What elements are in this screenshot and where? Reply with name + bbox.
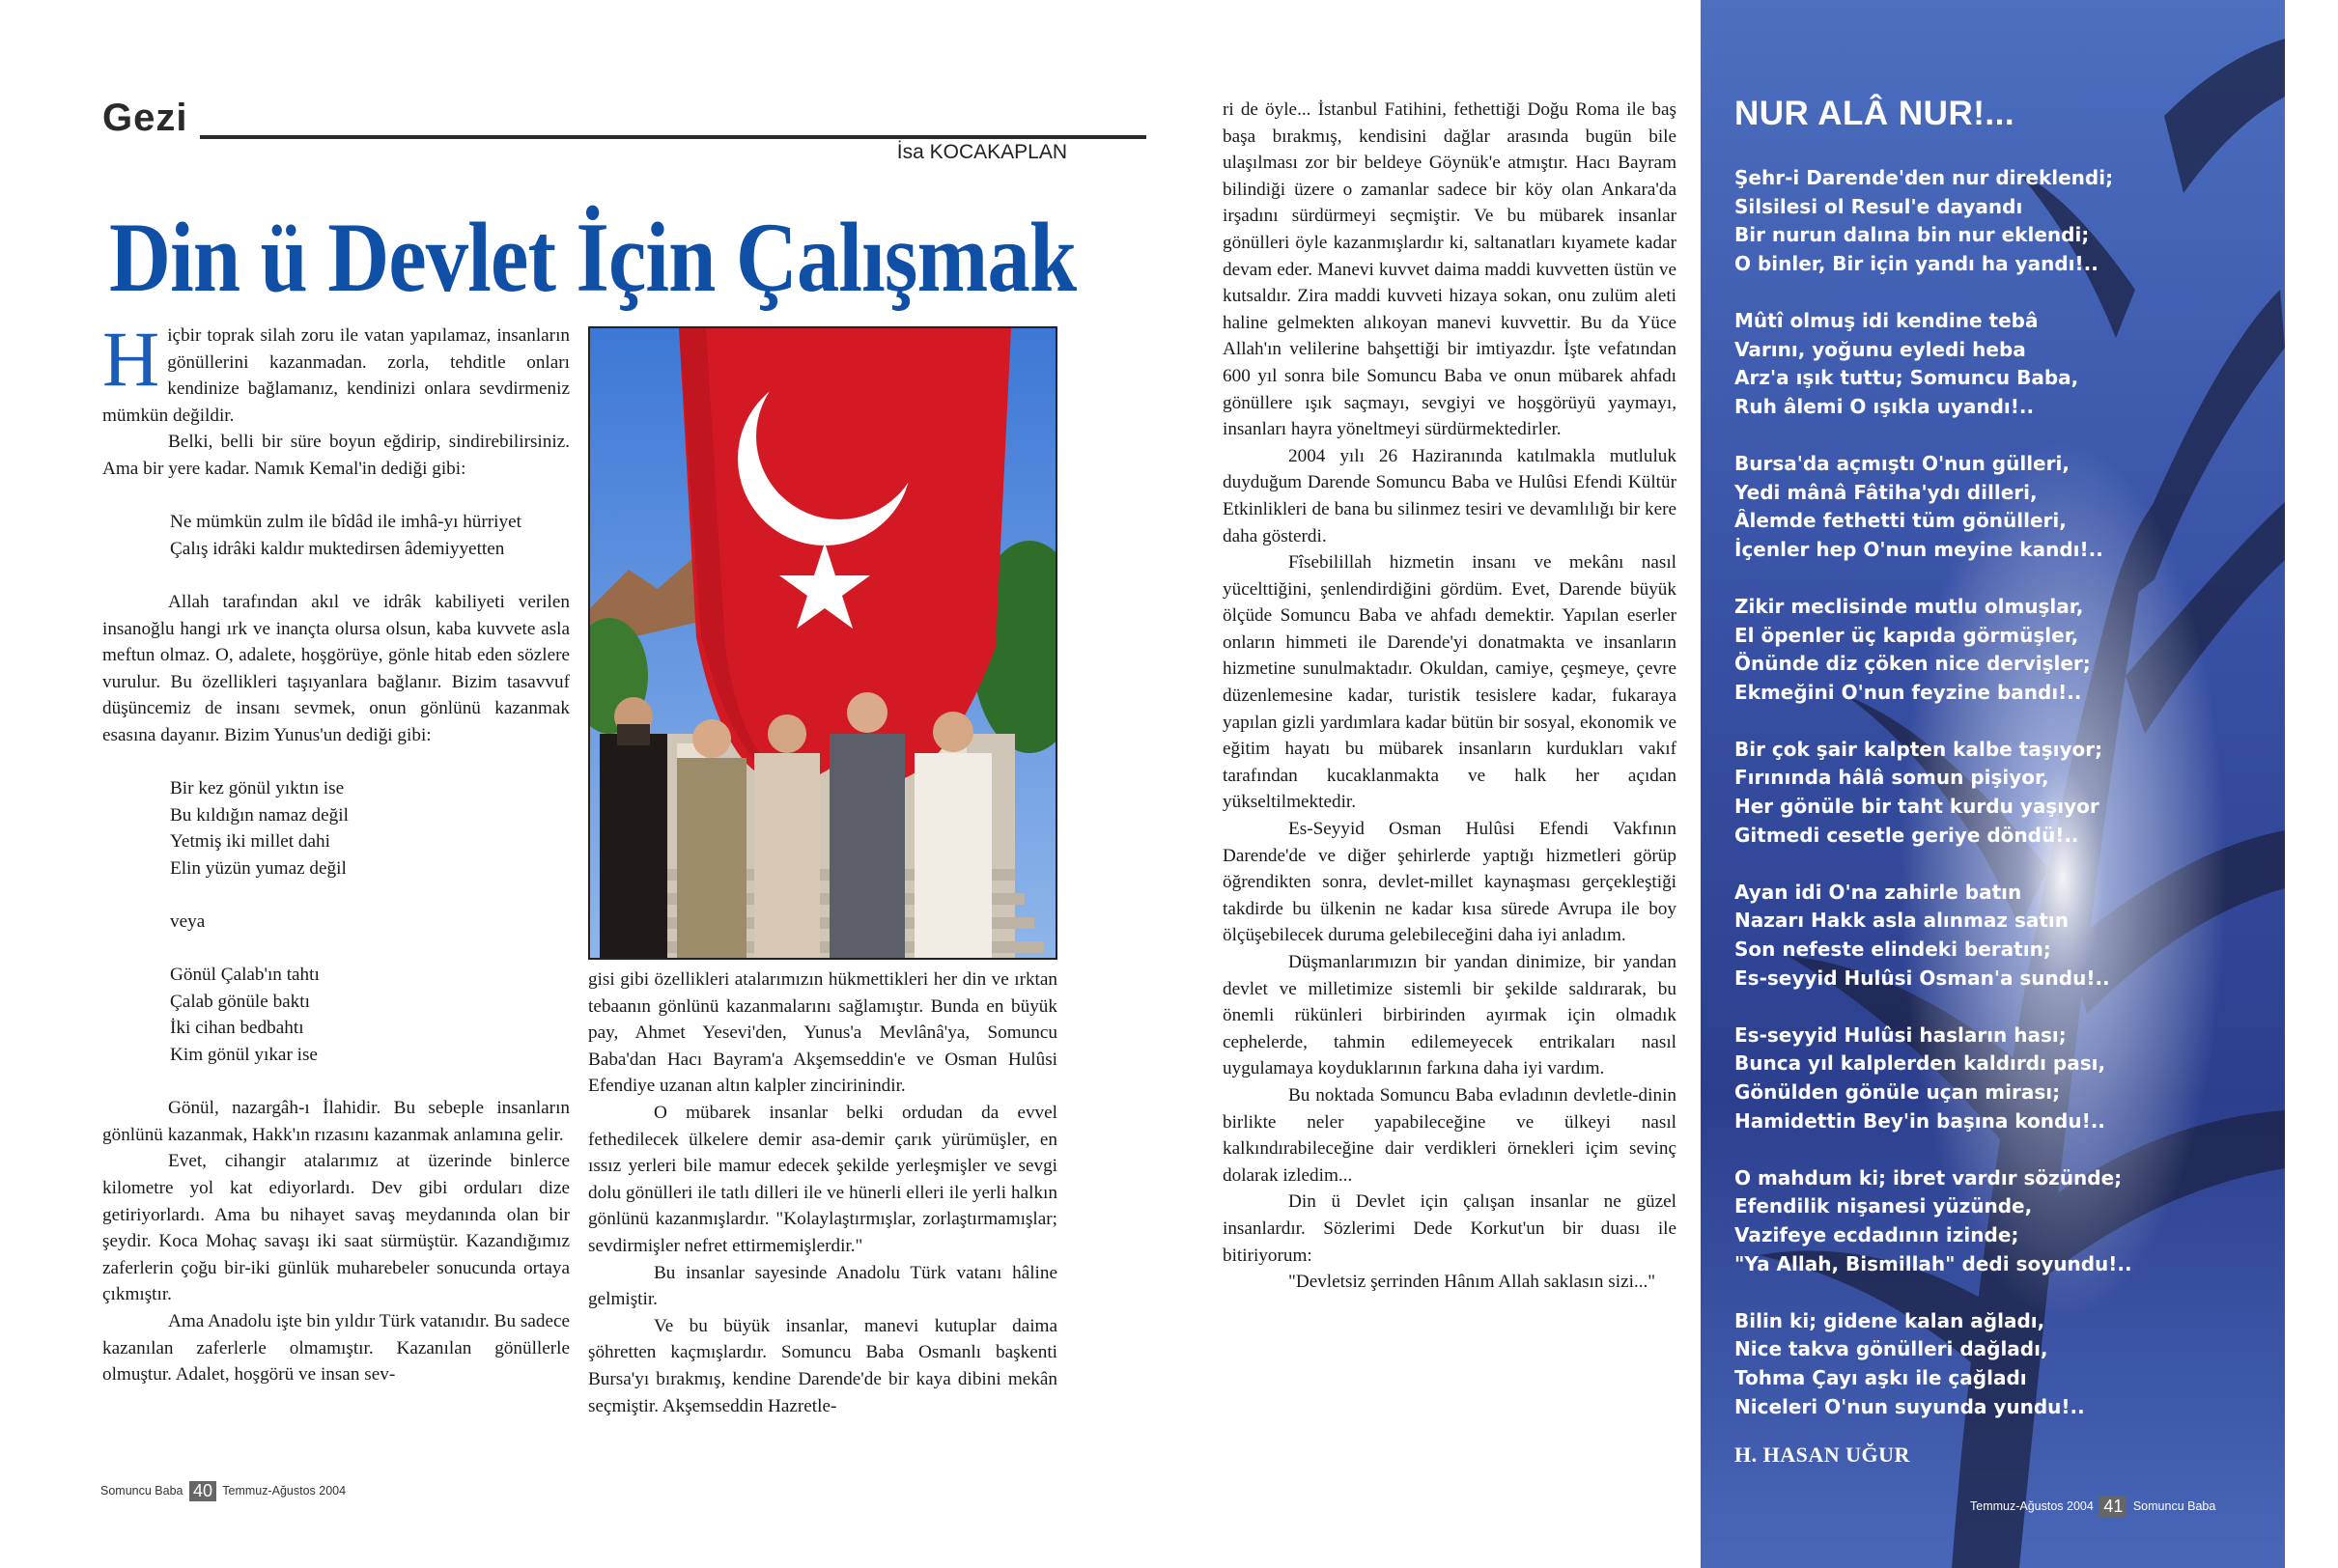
paragraph: Fîsebilillah hizmetin insanı ve mekânı nasıl yücelttiğini, şenlendirdiğini gördüm. Evet, Darende büyük ölçüde Somuncu Baba ve ahfadı demektir. Yapılan eserler onların himmeti ile Darende'yi donatmakta ve insanların hizmetine sunulmaktadır. Okuldan, camiye, çeşmeye, çevre düzenlemesine kadar, turistik tesislere kadar, fukaraya yapılan gizli yardımlara kadar bütün bir sosyal, ekonomik ve eğitim hayatı bu mübarek insanların kurdukları vakıf tarafından kucaklanmakta ve halk her açıdan yükseltilmektedir. [1223, 552, 1676, 813]
paragraph: Es-Seyyid Osman Hulûsi Efendi Vakfının Darende'de ve diğer şehirlerde yaptığı hizmetleri görüp öğrendikten sonra, devlet-millet kaynaşması gerçekleştiği takdirde bu ülkenin ne kadar kısa sürede Avrupa ile boy ölçüşebilecek duruma gelebileceğini daha iyi anladım. [1223, 819, 1676, 946]
page-number: 40 [189, 1481, 216, 1501]
poem-stanza: Bir çok şair kalpten kalbe taşıyor; Fırınında hâlâ somun pişiyor, Her gönüle bir taht kurdu yaşıyor Gitmedi cesetle geriye döndü!.. [1734, 737, 2103, 847]
poem-title: NUR ALÂ NUR!... [1734, 95, 2015, 132]
paragraph: Allah tarafından akıl ve idrâk kabiliyeti verilen insanoğlu hangi ırk ve inançta olursa olsun, kaba kuvvete asla meftun olmaz. O, adalete, hoşgörüye, gönle hitab eden sözlere vurulur. Bu özellikleri taşıyanlara bağlanır. Bizim tasavvuf düşüncemiz de insanı sevmek, onun gönlünü kazanmak esasına dayanır. Bizim Yunus'un dediği gibi: [102, 591, 570, 745]
paragraph: 2004 yılı 26 Haziranında katılmakla mutluluk duyduğum Darende Somuncu Baba ve Hulûsi Efendi Kültür Etkinlikleri de bana bu silinmez tesiri ve devamlılığı bir kere daha gösterdi. [1223, 445, 1676, 546]
footer-right [1970, 1497, 2215, 1517]
author-name: İsa KOCAKAPLAN [896, 141, 1067, 163]
poem-stanza: Mûtî olmuş idi kendine tebâ Varını, yoğunu eyledi heba Arz'a ışık tuttu; Somuncu Baba, Ruh âlemi O ışıkla uyandı!.. [1734, 308, 2079, 418]
paragraph: Evet, cihangir atalarımız at üzerinde binlerce kilometre yol kat ediyorlardı. Dev gibi orduları dize getiriyorlardı. Ama bu nihayet savaş meydanında olan bir şeydir. Koca Mohaç savaşı iki saat sürmüştür. Kazandığımız zaferlerin çoğu bir-iki günlük muharebeler sonucunda ortaya çıkmıştır. [102, 1151, 570, 1305]
article-photo [588, 326, 1057, 960]
article-column-3 [1223, 97, 1676, 1296]
article-column-1 [102, 315, 570, 1388]
footer-magazine: Somuncu Baba [100, 1483, 183, 1498]
paragraph: Bu insanlar sayesinde Anadolu Türk vatanı hâline gelmiştir. [588, 1262, 1057, 1310]
drop-cap: H [102, 315, 160, 403]
section-rule [200, 135, 1146, 139]
paragraph: Ve bu büyük insanlar, manevi kutuplar daima şöhretten kaçmışlardır. Somuncu Baba Osmanlı başkenti Bursa'yı bırakmış, kendine Darende'de bir kaya dibini mekân seçmiştir. Akşemseddin Hazretle- [588, 1315, 1057, 1416]
poem-stanza: Şehr-i Darende'den nur direklendi; Silsilesi ol Resul'e dayandı Bir nurun dalına bin nur eklendi; O binler, Bir için yandı ha yandı!.. [1734, 166, 2114, 275]
poem-body [1734, 164, 2150, 1450]
footer-issue: Temmuz-Ağustos 2004 [222, 1483, 347, 1498]
poet-name: H. HASAN UĞUR [1734, 1442, 1910, 1467]
poem-stanza: Zikir meclisinde mutlu olmuşlar, El öpenler üç kapıda görmüşler, Önünde diz çöken nice dervişler; Ekmeğini O'nun feyzine bandı!.. [1734, 594, 2091, 704]
paragraph: Belki, belli bir süre boyun eğdirip, sindirebilirsiniz. Ama bir yere kadar. Namık Kemal'in dediği gibi: [102, 432, 570, 479]
paragraph: Bu noktada Somuncu Baba evladının devletle-dinin birlikte neler yapabileceğine ve ülkeyi nasıl kalkındırabileceğine dair verdikleri örnekleri içim sevinç dolarak izledim... [1223, 1084, 1676, 1186]
paragraph: Hiçbir toprak silah zoru ile vatan yapılamaz, insanların gönüllerini kazanmadan. zorla, tehditle onları kendinize bağlamanız, kendinizi onlara sevdirmeniz mümkün değildir. [102, 315, 570, 426]
footer-issue: Temmuz-Ağustos 2004 [1970, 1498, 2094, 1513]
section-label: Gezi [102, 97, 188, 139]
article-title: Din ü Devlet İçin Çalışmak [109, 203, 1077, 313]
poem-stanza: Ayan idi O'na zahirle batın Nazarı Hakk asla alınmaz satın Son nefeste elindeki beratın; Es-seyyid Hulûsi Osman'a sundu!.. [1734, 880, 2110, 990]
paragraph: Gönül, nazargâh-ı İlahidir. Bu sebeple insanların gönlünü kazanmak, Hakk'ın rızasını kazanmak anlamına gelir. [102, 1098, 570, 1145]
page-number: 41 [2099, 1497, 2127, 1517]
poem-stanza: O mahdum ki; ibret vardır sözünde; Efendilik nişanesi yüzünde, Vazifeye ecdadının izinde; "Ya Allah, Bismillah" dedi soyundu!.. [1734, 1165, 2132, 1275]
poem-stanza: Bursa'da açmıştı O'nun gülleri, Yedi mânâ Fâtiha'ydı dilleri, Âlemde fethetti tüm gönülleri, İçenler hep O'nun meyine kandı!.. [1734, 451, 2103, 561]
quote-verse: Ne mümkün zulm ile bîdâd ile imhâ-yı hürriyet Çalış idrâki kaldır muktedirsen âdemiyyetten [170, 512, 521, 559]
paragraph: "Devletsiz şerrinden Hânım Allah saklasın sizi..." [1288, 1272, 1656, 1293]
poem-stanza: Es-seyyid Hulûsi hasların hası; Bunca yıl kalplerden kaldırdı pası, Gönülden gönüle uçan mirası; Hamidettin Bey'in başına kondu!.. [1734, 1022, 2106, 1133]
paragraph: ri de öyle... İstanbul Fatihini, fethettiği Doğu Roma ile baş başa bırakmış, kendisini dağlar arasında bugün bile ulaşılması zor bir beldeye Göynük'e atmıştır. Hacı Bayram bilindiği üzere o zamanlar sadece bir köy olan Ankara'da irşadını sürdürmeyi seçmiştir. Ve bu mübarek insanlar gönülleri öyle kazanmışlardır ki, saltanatları kıyamete kadar devam eder. Manevi kuvvet daima maddi kuvvetten üstün ve kutsaldır. Zira maddi kuvveti hizaya sokan, onu zulüm aleti haline gelmekten alıkoyan manevi kuvvettir. Bu da Yüce Allah'ın velilerine bahşettiği bir imtiyazdır. İşte vefatından 600 yıl sonra bile Somuncu Baba ve onun mübarek ahfadı gönüllere ışık saçmayı, sevgiyi ve hoşgörüyü yaymayı, insanları hayra yöneltmeyi sürdürmektedirler. [1223, 99, 1676, 440]
yunus-verse: Bir kez gönül yıktın ise Bu kıldığın namaz değil Yetmiş iki millet dahi Elin yüzün yumaz değil veya Gönül Çalab'ın tahtı Çalab gönüle baktı İki cihan bedbahtı Kim gönül yıkar ise [102, 775, 570, 1069]
verse-separator: veya [170, 911, 206, 933]
footer-magazine: Somuncu Baba [2132, 1498, 2216, 1513]
paragraph: O mübarek insanlar belki ordudan da evvel fethedilecek ülkelere demir asa-demir çarık yürümüşler, en ıssız yerleri bile mamur edecek şekilde yerleşmişler ve sevgi dolu gönülleri ile tatlı dilleri ile ve hünerli elleri ile yerli halkın gönlünü kazanmışlardır. "Kolaylaştırmışlar, zorlaştırmamışlar; sevdirmişler nefret ettirmemişlerdir." [588, 1102, 1057, 1256]
paragraph: Ama Anadolu işte bin yıldır Türk vatanıdır. Bu sadece kazanılan zaferlerle olmamıştır. Kazanılan gönüllerle olmuştur. Adalet, hoşgörü ve insan sev- [102, 1310, 570, 1386]
poem-stanza: Bilin ki; gidene kalan ağladı, Nice takva gönülleri dağladı, Tohma Çayı aşkı ile çağladı Niceleri O'nun suyunda yundu!.. [1734, 1308, 2085, 1418]
paragraph: gisi gibi özellikleri atalarımızın hükmettikleri her din ve ırktan tebaanın gönlünü kazanmalarını sağlamıştır. Bunda en büyük pay, Ahmet Yesevi'den, Yunus'a Mevlânâ'ya, Somuncu Baba'dan Hacı Bayram'a Akşemseddin'e ve Osman Hulûsi Efendiye uzanan altın kalpler zincirinindir. [588, 969, 1057, 1097]
footer-left [100, 1481, 346, 1501]
paragraph: Din ü Devlet için çalışan insanlar ne güzel insanlardır. Sözlerimi Dede Korkut'un bir duası ile bitiriyorum: [1223, 1191, 1676, 1266]
paragraph: Düşmanlarımızın bir yandan dinimize, bir yandan devlet ve milletimize sistemli bir şekilde saldırarak, bu önemli rükünleri birbirinden ayırmak için olmadık cephelerde, tahmin edilemeyecek entrikaları nasıl uygulamaya koyduklarının farkına daha iyi vardım. [1223, 952, 1676, 1079]
article-column-2 [588, 966, 1057, 1419]
